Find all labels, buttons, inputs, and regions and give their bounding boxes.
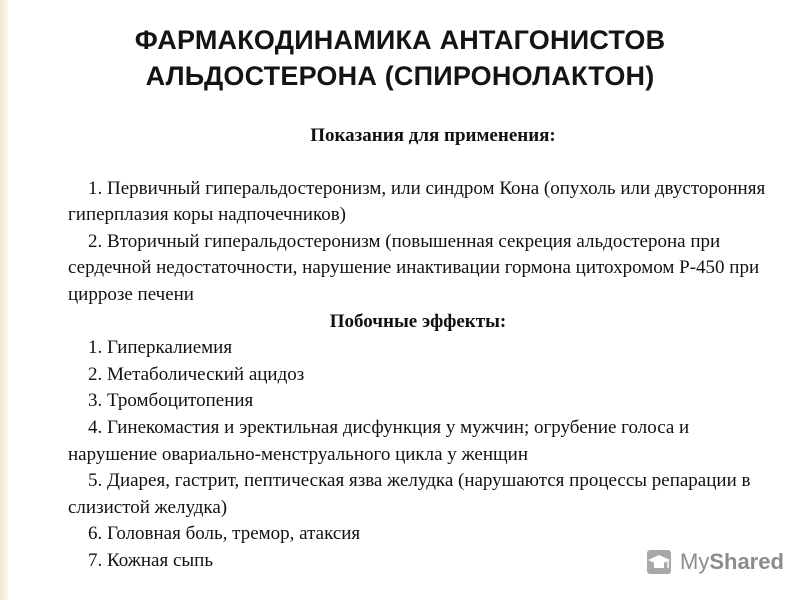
side-effect-item: 6. Головная боль, тремор, атаксия bbox=[88, 523, 361, 545]
watermark-text-shared: Shared bbox=[709, 549, 784, 574]
slide-body bbox=[68, 123, 768, 575]
title-line-1: ФАРМАКОДИНАМИКА АНТАГОНИСТОВ bbox=[134, 25, 666, 55]
side-effect-item: 7. Кожная сыпь bbox=[88, 549, 214, 571]
side-effect-item: 3. Тромбоцитопения bbox=[88, 390, 254, 412]
side-effect-item: 5. Диарея, гастрит, пептическая язва желудка (нарушаются процессы репарации в слизистой желудка) bbox=[68, 470, 751, 518]
side-effects-heading: Побочные эффекты: bbox=[329, 310, 507, 332]
title-line-2: АЛЬДОСТЕРОНА (СПИРОНОЛАКТОН) bbox=[145, 61, 655, 91]
indications-heading: Показания для применения: bbox=[310, 125, 556, 146]
side-effect-item: 2. Метаболический ацидоз bbox=[88, 363, 305, 385]
watermark-text-my: My bbox=[680, 549, 710, 574]
side-effect-item: 4. Гинекомастия и эректильная дисфункция у мужчин; огрубение голоса и нарушение овариально-менструального цикла у женщин bbox=[68, 416, 690, 465]
side-effect-item: 1. Гиперкалиемия bbox=[88, 337, 233, 359]
mortarboard-icon bbox=[644, 547, 674, 577]
myshared-watermark bbox=[644, 546, 784, 578]
indication-item: 2. Вторичный гиперальдостеронизм (повышенная секреция альдостерона при сердечной недостаточности, нарушение инактивации гормона цитохромом Р-450 при циррозе печени bbox=[68, 230, 760, 305]
slide-title bbox=[60, 22, 740, 94]
indication-item: 1. Первичный гиперальдостеронизм, или синдром Кона (опухоль или двусторонняя гиперплазия коры надпочечников) bbox=[68, 177, 766, 226]
